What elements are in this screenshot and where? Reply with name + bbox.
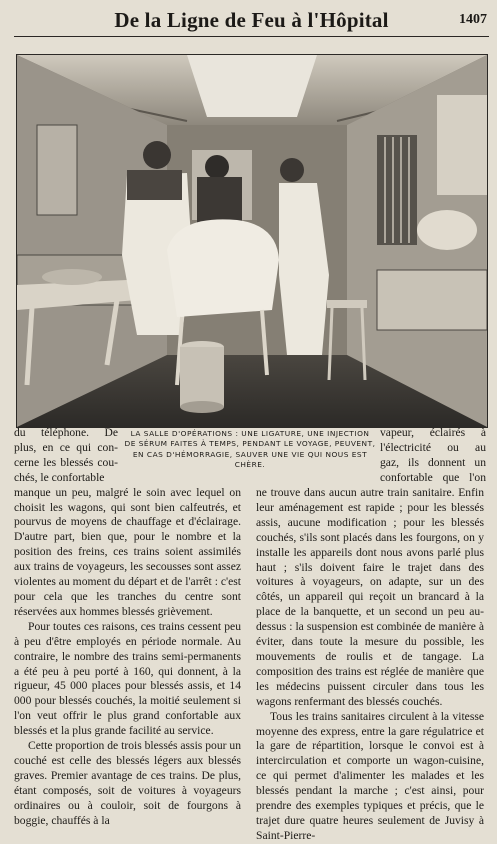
- paragraph: Tous les trains sanitaires circulent à la vitesse moyenne des express, entre la gare régulatrice et la gare de répartition, lorsque le convoi est à intercirculation et comporte un wagon-cuisine, ce qui permet d'alimenter les malades et les blessés pendant la marche ; c'est ainsi, pour prendre des exemples typiques et précis, que le trajet dure quatre heures seulement de Juvisy à Saint-Pierre-: [256, 709, 484, 842]
- paragraph: ne trouve dans aucun autre train sanitaire. Enfin leur aménagement est rapide ; pour les blessés assis, aucune modification ; pour les blessés couchés, s'ils sont placés dans les fourgons, on y installe les appareils dont nous avons parlé plus haut ; s'ils doivent faire le trajet dans des voitures à voyageurs, on adapte, sur un des côtés, un appareil qui reçoit un brancard à la place de la banquette, et un second un peu au-dessus : la suspension est combinée de manière à éviter, dans toute la mesure du possible, les mouvements de roulis et de tangage. La composition des trains est réglée de manière que les médecins puissent circuler dans tous les wagons renfermant des blessés couchés.: [256, 486, 484, 708]
- page-number: 1407: [459, 12, 487, 27]
- text-column-right: [256, 486, 484, 844]
- text-line: gaz, ils donnent un: [380, 455, 486, 469]
- text-line: vapeur, éclairés à: [380, 426, 486, 439]
- right-wrap-lines: [380, 426, 486, 486]
- photo-caption: LA SALLE D'OPÉRATIONS : UNE LIGATURE, UNE INJECTION DE SÉRUM FAITES À TEMPS, PENDANT LE VOYAGE, PEUVENT, EN CAS D'HÉMORRAGIE, SAUVER UNE VIE QUI NOUS EST CHÈRE.: [124, 429, 376, 470]
- text-line: plus, en ce qui con-: [14, 440, 118, 454]
- paragraph: manque un peu, malgré le soin avec lequel on choisit les wagons, qui sont bien calfeutrés, et pourvus de moyens de chauffage et d'éclairage. D'autre part, bien que, pour le nombre et la position des freins, ces trains soient assimilés aux trains de voyageurs, les secousses sont assez violentes au moment du départ et de l'arrêt : c'est pour cela que les tranches du centre sont réservées aux hommes blessés grièvement.: [14, 485, 241, 618]
- text-line: confortable que l'on: [380, 470, 486, 484]
- text-line: du téléphone. De: [14, 426, 118, 439]
- paragraph: Pour toutes ces raisons, ces trains cessent peu à peu d'être employés en période normale. Au contraire, le nombre des trains semi-permanents a été peu à peu porté à 160, qui donnent, à la rigueur, 45 000 places pour blessés assis, et 14 000 pour blessés couchés, la moitié seulement si l'on veut offrir le plus grand confortable aux blessés et la plus grande facilité au service.: [14, 619, 241, 738]
- left-wrap-lines: [14, 426, 118, 486]
- running-head: [14, 6, 489, 37]
- paragraph: Cette proportion de trois blessés assis pour un couché est celle des blessés légers aux blessés graves. Premier avantage de ces trains. De plus, étant composés, soit de voitures à voyageurs ordinaires ou à couloir, soit de fourgons à boggie, chauffés à la: [14, 739, 241, 827]
- text-line: cerne les blessés cou-: [14, 455, 118, 469]
- text-line: l'électricité ou au: [380, 440, 486, 454]
- text-line: chés, le confortable: [14, 470, 105, 484]
- operating-room-photograph: [16, 54, 488, 428]
- text-column-left: [14, 426, 241, 828]
- page-title: De la Ligne de Feu à l'Hôpital: [114, 8, 389, 32]
